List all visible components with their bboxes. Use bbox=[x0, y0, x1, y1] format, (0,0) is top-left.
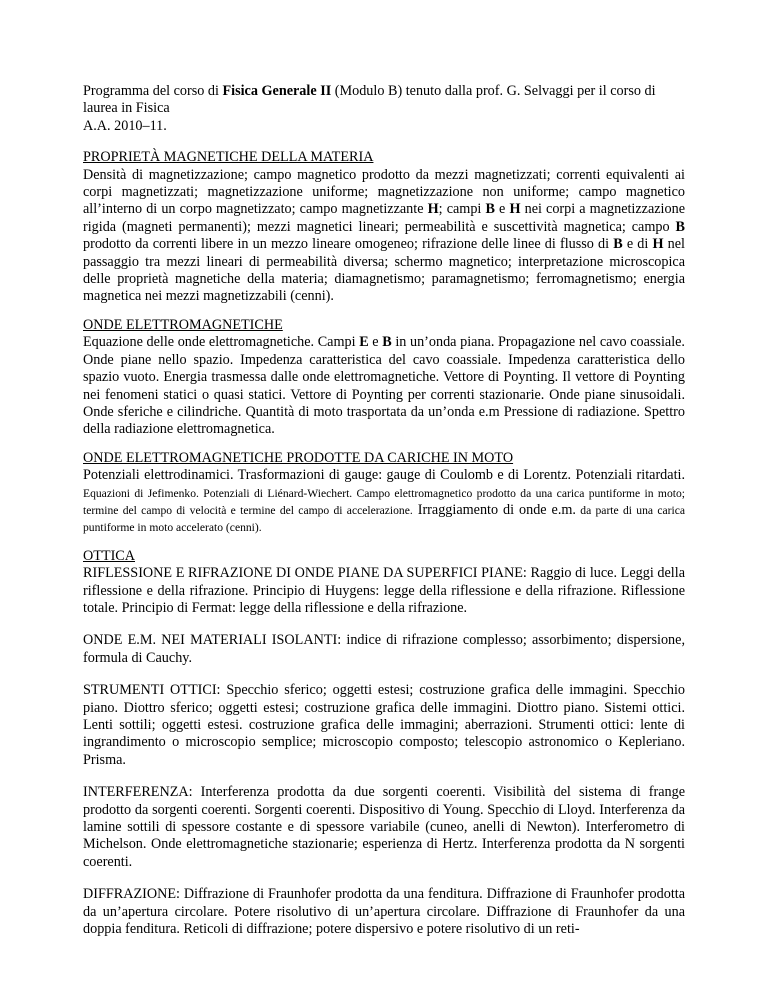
section-em-waves bbox=[83, 317, 685, 439]
section-title: PROPRIETÀ MAGNETICHE DELLA MATERIA bbox=[83, 149, 374, 166]
section-title: ONDE ELETTROMAGNETICHE bbox=[83, 316, 283, 333]
section-body: Equazione delle onde elettromagnetiche. Campi E e B in un’onda piana. Propagazione nel cavo coassiale. Onde piane nello spazio. Impedenza caratteristica del cavo coassiale. Impedenza caratteristica dello spazio vuoto. Energia trasmessa dalle onde elettromagnetiche. Vettore di Poynting. Il vettore di Poynting nei fenomeni statici o quasi statici. Vettore di Poynting per correnti stazionarie. Onde piane sinusoidali. Onde sferiche e cilindriche. Quantità di moto trasportata da un’onda e.m Pressione di radiazione. Spettro della radiazione elettromagnetica. bbox=[83, 334, 685, 438]
optics-diffraction: DIFFRAZIONE: Diffrazione di Fraunhofer prodotta da una fenditura. Diffrazione di Fraunhofer prodotta da un’apertura circolare. Potere risolutivo di un’apertura circolare. Diffrazione di Fraunhofer da una doppia fenditura. Reticoli di diffrazione; potere dispersivo e potere risolutivo di un reti- bbox=[83, 886, 685, 938]
section-title: OTTICA bbox=[83, 547, 136, 564]
section-moving-charges bbox=[83, 450, 685, 537]
section-body: Potenziali elettrodinamici. Trasformazioni di gauge: gauge di Coulomb e di Lorentz. Potenziali ritardati. Equazioni di Jefimenko. Potenziali di Liénard-Wiechert. Campo elettromagnetico prodotto da una carica puntiforme in moto; termine del campo di velocità e termine del campo di accelerazione. Irraggiamento di onde e.m. da parte di una carica puntiforme in moto accelerato (cenni). bbox=[83, 467, 685, 535]
section-body: Densità di magnetizzazione; campo magnetico prodotto da mezzi magnetizzati; correnti equivalenti ai corpi magnetizzati; magnetizzazione uniforme; magnetizzazione non uniforme; campo magnetico all’interno di un corpo magnetizzato; campo magnetizzante H; campi B e H nei corpi a magnetizzazione rigida (magneti permanenti); mezzi magnetici lineari; permeabilità e suscettività magnetica; campo B prodotto da correnti libere in un mezzo lineare omogeneo; rifrazione delle linee di flusso di B e di H nel passaggio tra mezzi lineari di permeabilità diversa; schermo magnetico; interpretazione microscopica delle proprietà magnetiche della materia; diamagnetismo; paramagnetismo; ferromagnetismo; energia magnetica nei mezzi magnetizzabili (cenni). bbox=[83, 166, 685, 305]
optics-interference: INTERFERENZA: Interferenza prodotta da due sorgenti coerenti. Visibilità del sistema di frange prodotto da sorgenti coerenti. Sorgenti coerenti. Dispositivo di Young. Specchio di Lloyd. Interferenza da lamine sottili di spessore costante e di spessore variabile (cuneo, anelli di Newton). Interferometro di Michelson. Onde elettromagnetiche stazionarie; esperienza di Hertz. Interferenza prodotta da N sorgenti coerenti. bbox=[83, 784, 685, 870]
document-page bbox=[83, 83, 685, 953]
course-intro: Programma del corso di Fisica Generale II (Modulo B) tenuto dalla prof. G. Selvaggi per il corso di laurea in Fisica A.A. 2010–11. bbox=[83, 83, 656, 134]
section-optics bbox=[83, 548, 685, 939]
section-title: ONDE ELETTROMAGNETICHE PRODOTTE DA CARICHE IN MOTO bbox=[83, 449, 514, 466]
optics-instruments: STRUMENTI OTTICI: Specchio sferico; oggetti estesi; costruzione grafica delle immagini. Specchio piano. Diottro sferico; oggetti estesi; costruzione grafica delle immagini. Diottro piano. Sistemi ottici. Lenti sottili; oggetti estesi. costruzione grafica delle immagini; aberrazioni. Strumenti ottici: lente di ingrandimento o microscopio semplice; microscopio composto; telescopio astronomico o Kepleriano. Prisma. bbox=[83, 682, 685, 768]
course-name: Fisica Generale II bbox=[222, 83, 332, 99]
section-magnetic bbox=[83, 149, 685, 306]
academic-year: A.A. 2010–11. bbox=[83, 117, 167, 134]
optics-reflection: RIFLESSIONE E RIFRAZIONE DI ONDE PIANE DA SUPERFICI PIANE: Raggio di luce. Leggi della riflessione e della rifrazione. Principio di Huygens: legge della riflessione e della rifrazione. Riflessione totale. Principio di Fermat: legge della riflessione e della rifrazione. bbox=[83, 565, 685, 616]
optics-insulators: ONDE E.M. NEI MATERIALI ISOLANTI: indice di rifrazione complesso; assorbimento; dispersione, formula di Cauchy. bbox=[83, 632, 685, 666]
